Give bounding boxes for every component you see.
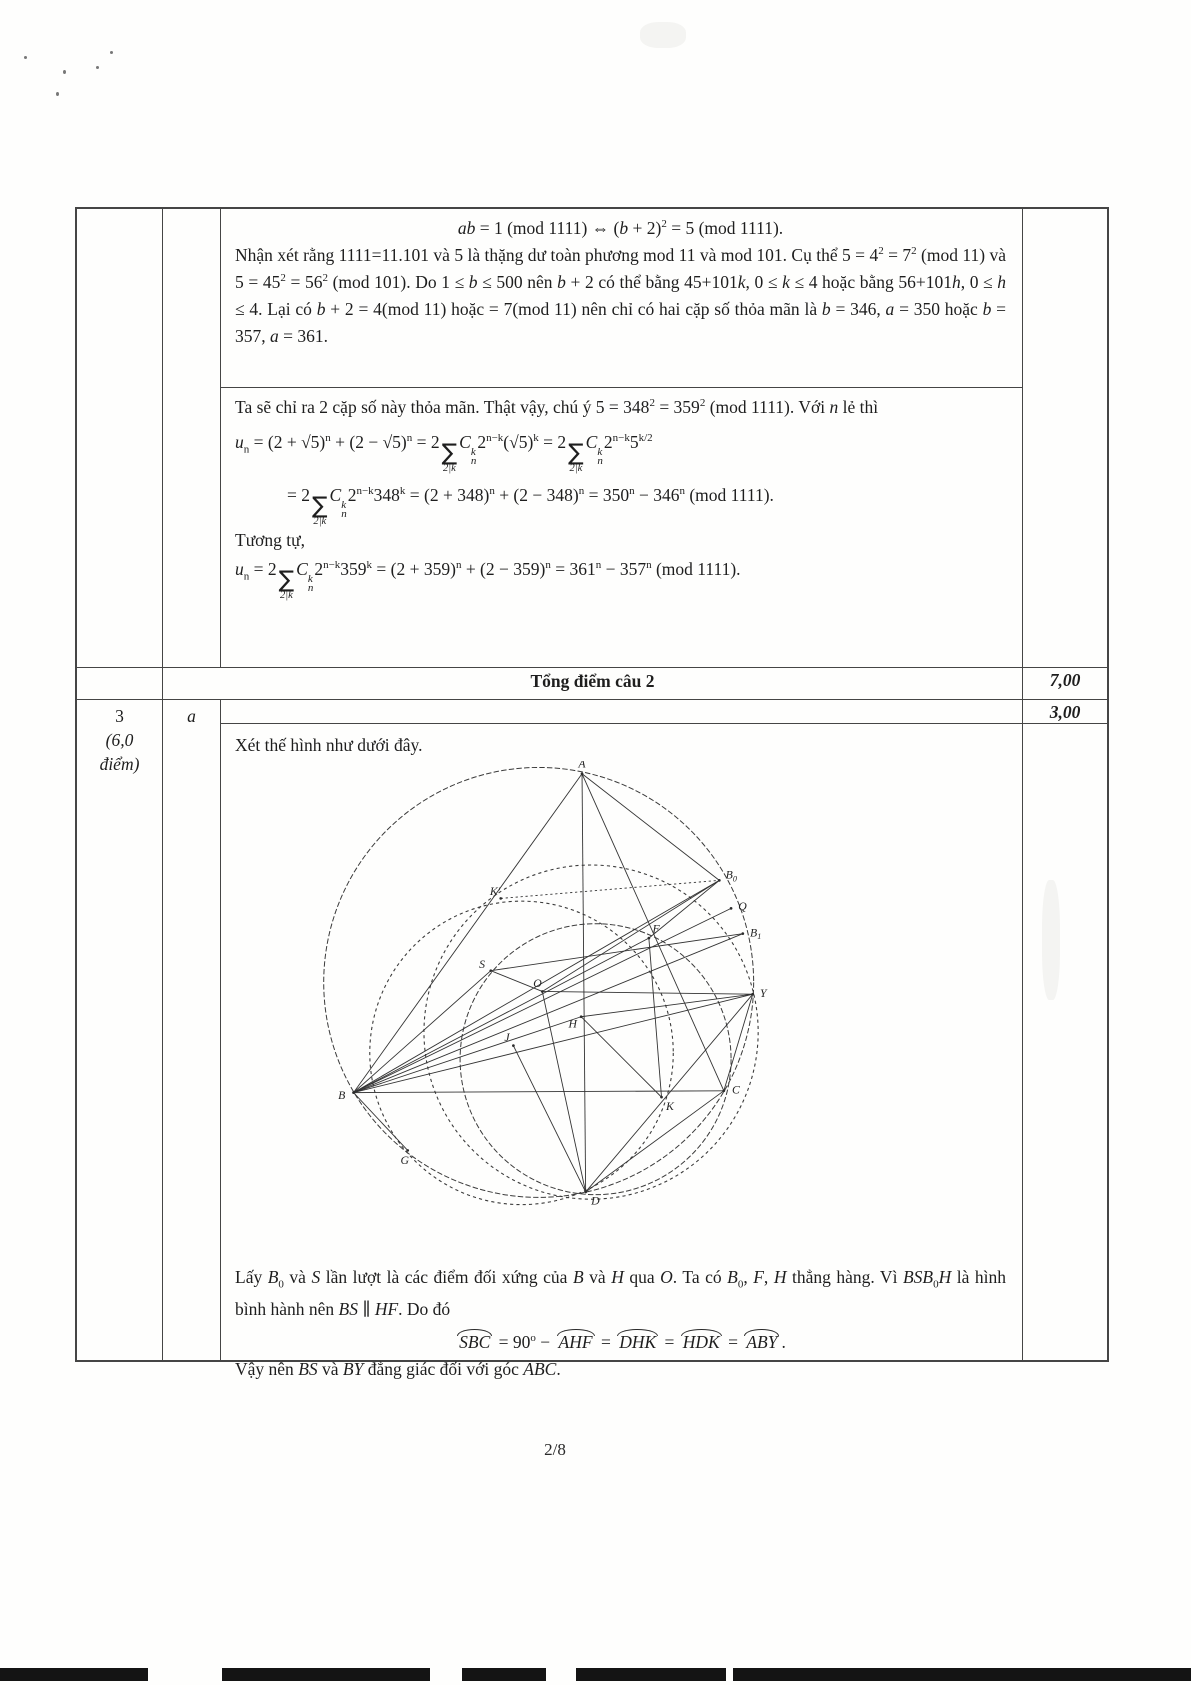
solution-table bbox=[75, 207, 1109, 1379]
scan-speck bbox=[24, 56, 27, 59]
scan-speck bbox=[96, 66, 99, 69]
q3-intro: Xét thế hình như dưới đây. bbox=[235, 735, 423, 755]
svg-text:B0: $B_0$ bbox=[725, 868, 737, 884]
q2-centered-formula: ab = 1 (mod 1111) ⇔ $(b + 2)^2 = 5$ (mod 1111). bbox=[457, 218, 784, 238]
scan-bar-segment bbox=[733, 1668, 1191, 1681]
q2-similar-label: Tương tự, bbox=[235, 530, 306, 550]
svg-text:K: K bbox=[666, 1099, 674, 1113]
q3-angle-equation: SBC = $90^o$ − AHF = DHK = HDK = ABY . bbox=[235, 1329, 1006, 1356]
q2-paragraph: Nhận xét rằng 1111=11.101 và 5 là thặng dư toàn phương mod 11 và mod 101. Cụ thể $5 = 4^2 = 7^2$ (mod 11) và $5 = 45^2 = 56^2$ (mod 101). Do 1 ≤ b ≤ 500 nên b + 2 có thể bằng 45+101k, 0 ≤ k ≤ 4 hoặc bằng 56+101h, 0 ≤ h ≤ 4. Lại có b + 2 = 4(mod 11) hoặc = 7(mod 11) nên chỉ có hai cặp số thỏa mãn là b = 346, a = 350 hoặc b = 357, a = 361. bbox=[235, 245, 1007, 346]
q2-formula-1: $u_n = (2 + √5)^n + (2 - √5)^n = 2$ ∑ 2|k C k n $2^{n-k}(√5)^k = 2$ ∑ 2|k C k n $2^{n-k}5^{k/2}$ bbox=[235, 432, 653, 474]
svg-text:O: O bbox=[533, 976, 542, 990]
svg-text:B1: $B_1$ bbox=[750, 926, 762, 942]
scan-bar-segment bbox=[0, 1668, 148, 1681]
q2-solution-block1 bbox=[220, 209, 1022, 387]
q3-solution-content bbox=[220, 723, 1022, 1379]
q2-formula-3: $u_n = 2$ ∑ 2|k C k n $2^{n-k}359^k = (2 + 359)^n + (2 - 359)^n = 361^n - 357^n$ (mod 1111). bbox=[235, 559, 741, 601]
q2-solution-block2 bbox=[220, 387, 1022, 667]
svg-text:K': K' bbox=[489, 884, 501, 898]
scan-speck bbox=[56, 92, 59, 96]
q3-paragraph: Lấy $B_0$ và S lần lượt là các điểm đối xứng của B và H qua O. Ta có $B_0$, F, H thẳng hàng. Vì $BSB_0H$ là hình bình hành nên BS ∥ HF. Do đó bbox=[235, 1267, 1006, 1319]
q3-score-cell-empty bbox=[1022, 723, 1107, 1360]
q3-score-strip-empty bbox=[220, 699, 1022, 723]
scan-bar-segment bbox=[576, 1668, 726, 1681]
svg-text:A: A bbox=[578, 761, 586, 771]
q3-part-label: a bbox=[162, 699, 220, 1360]
total-row-left-cell bbox=[77, 667, 162, 699]
scan-bar-segment bbox=[462, 1668, 546, 1681]
svg-text:B: B bbox=[338, 1088, 346, 1102]
scan-bar-segment bbox=[222, 1668, 430, 1681]
q3-points-line2: điểm) bbox=[99, 754, 140, 774]
q2-total-score: 7,00 bbox=[1022, 667, 1107, 699]
q2-total-label: Tổng điểm câu 2 bbox=[162, 667, 1022, 699]
svg-text:C: C bbox=[731, 1083, 740, 1097]
q3-conclusion: Vậy nên BS và BY đẳng giác đối với góc ABC. bbox=[235, 1359, 561, 1379]
score-cell-empty bbox=[1022, 209, 1107, 667]
q3-number-cell bbox=[77, 699, 162, 1360]
svg-text:D: D bbox=[591, 1194, 600, 1208]
geometry-figure-svg bbox=[293, 761, 853, 1249]
question-number-cell-empty bbox=[77, 209, 162, 667]
q2-intro: Ta sẽ chỉ ra 2 cặp số này thỏa mãn. Thật vậy, chú ý $5 = 348^2 = 359^2$ (mod 1111). Với n lẻ thì bbox=[235, 397, 879, 417]
svg-text:G: G bbox=[400, 1153, 409, 1167]
scan-speck bbox=[110, 51, 113, 54]
q2-formula-2: = 2 ∑ 2|k C k n $2^{n-k}348^k = (2 + 348)^n + (2 - 348)^n = 350^n - 346^n$ (mod 1111). bbox=[287, 485, 774, 527]
svg-text:S: S bbox=[479, 957, 485, 971]
q3-score: 3,00 bbox=[1022, 699, 1107, 723]
svg-text:F: F bbox=[652, 922, 660, 936]
q3-points-line1: (6,0 bbox=[105, 730, 134, 750]
part-cell-empty bbox=[162, 209, 220, 667]
svg-text:Q: Q bbox=[738, 900, 747, 914]
svg-text:J: J bbox=[504, 1031, 510, 1045]
page-number: 2/8 bbox=[544, 1440, 566, 1459]
svg-text:Y: Y bbox=[759, 986, 767, 1000]
scan-smudge bbox=[640, 22, 686, 48]
scan-speck bbox=[63, 70, 66, 74]
geometry-figure bbox=[293, 761, 1006, 1257]
scan-artifact-bar bbox=[0, 1668, 1191, 1682]
q3-number: 3 bbox=[115, 706, 124, 726]
svg-text:H: H bbox=[568, 1017, 577, 1031]
